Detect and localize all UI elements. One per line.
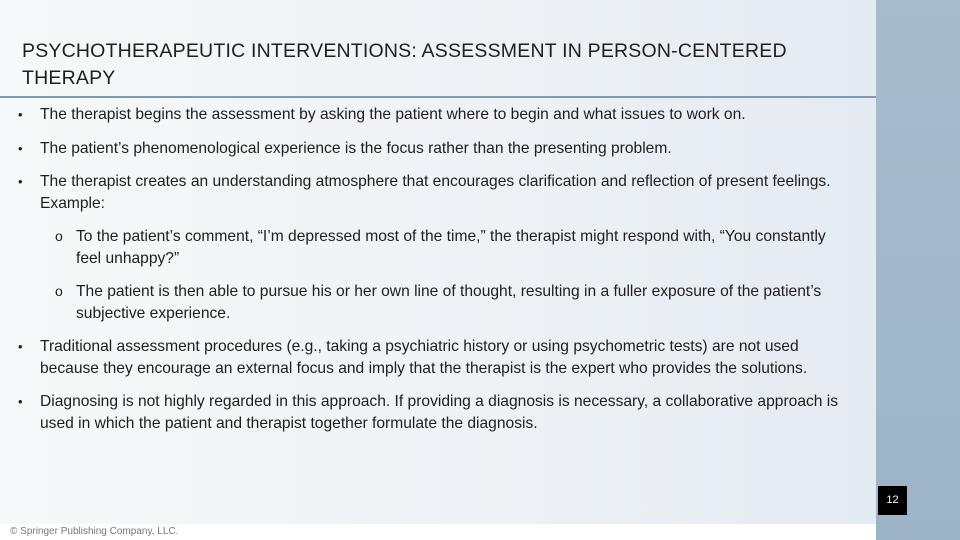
sub-bullet-marker: o: [55, 283, 63, 299]
sub-bullet-text: To the patient’s comment, “I’m depressed most of the time,” the therapist might respond with, “You constantly feel unhappy?”: [76, 228, 826, 267]
bullet-marker: •: [18, 394, 23, 409]
bullet-text: The therapist begins the assessment by asking the patient where to begin and what issues to work on.: [40, 106, 746, 123]
sub-bullet-item: [18, 226, 848, 269]
bullet-marker: •: [18, 107, 23, 122]
bullet-text: Diagnosing is not highly regarded in this approach. If providing a diagnosis is necessary, a collaborative approach is used in which the patient and therapist together formulate the diagnosis.: [40, 393, 839, 432]
sub-bullet-item: [18, 281, 848, 324]
bullet-marker: •: [18, 174, 23, 189]
bullet-text: The patient’s phenomenological experience is the focus rather than the presenting problem.: [40, 139, 672, 157]
bullet-marker: •: [18, 339, 23, 354]
bullet-text: The therapist creates an understanding atmosphere that encourages clarification and reflection of present feelings. Example:: [40, 173, 831, 212]
slide-title: PSYCHOTHERAPEUTIC INTERVENTIONS: ASSESSMENT IN PERSON-CENTERED THERAPY: [22, 40, 787, 89]
bullet-item: [18, 171, 848, 214]
bullet-item: [18, 138, 848, 160]
bullet-item: [18, 104, 848, 126]
bullet-list: [18, 104, 848, 446]
sub-bullet-marker: o: [55, 228, 63, 244]
bullet-item: [18, 391, 848, 434]
copyright-notice: © Springer Publishing Company, LLC.: [10, 526, 179, 537]
side-accent-band: [876, 0, 960, 540]
sub-bullet-text: The patient is then able to pursue his or her own line of thought, resulting in a fuller exposure of the patient’s subjective experience.: [76, 283, 822, 322]
page-number: 12: [878, 486, 907, 515]
title-divider: [0, 96, 876, 98]
bullet-text: Traditional assessment procedures (e.g., taking a psychiatric history or using psychometric tests) are not used because they encourage an external focus and imply that the therapist is the expert who provides the solutions.: [40, 338, 808, 377]
bullet-marker: •: [18, 140, 23, 156]
bullet-item: [18, 336, 848, 379]
